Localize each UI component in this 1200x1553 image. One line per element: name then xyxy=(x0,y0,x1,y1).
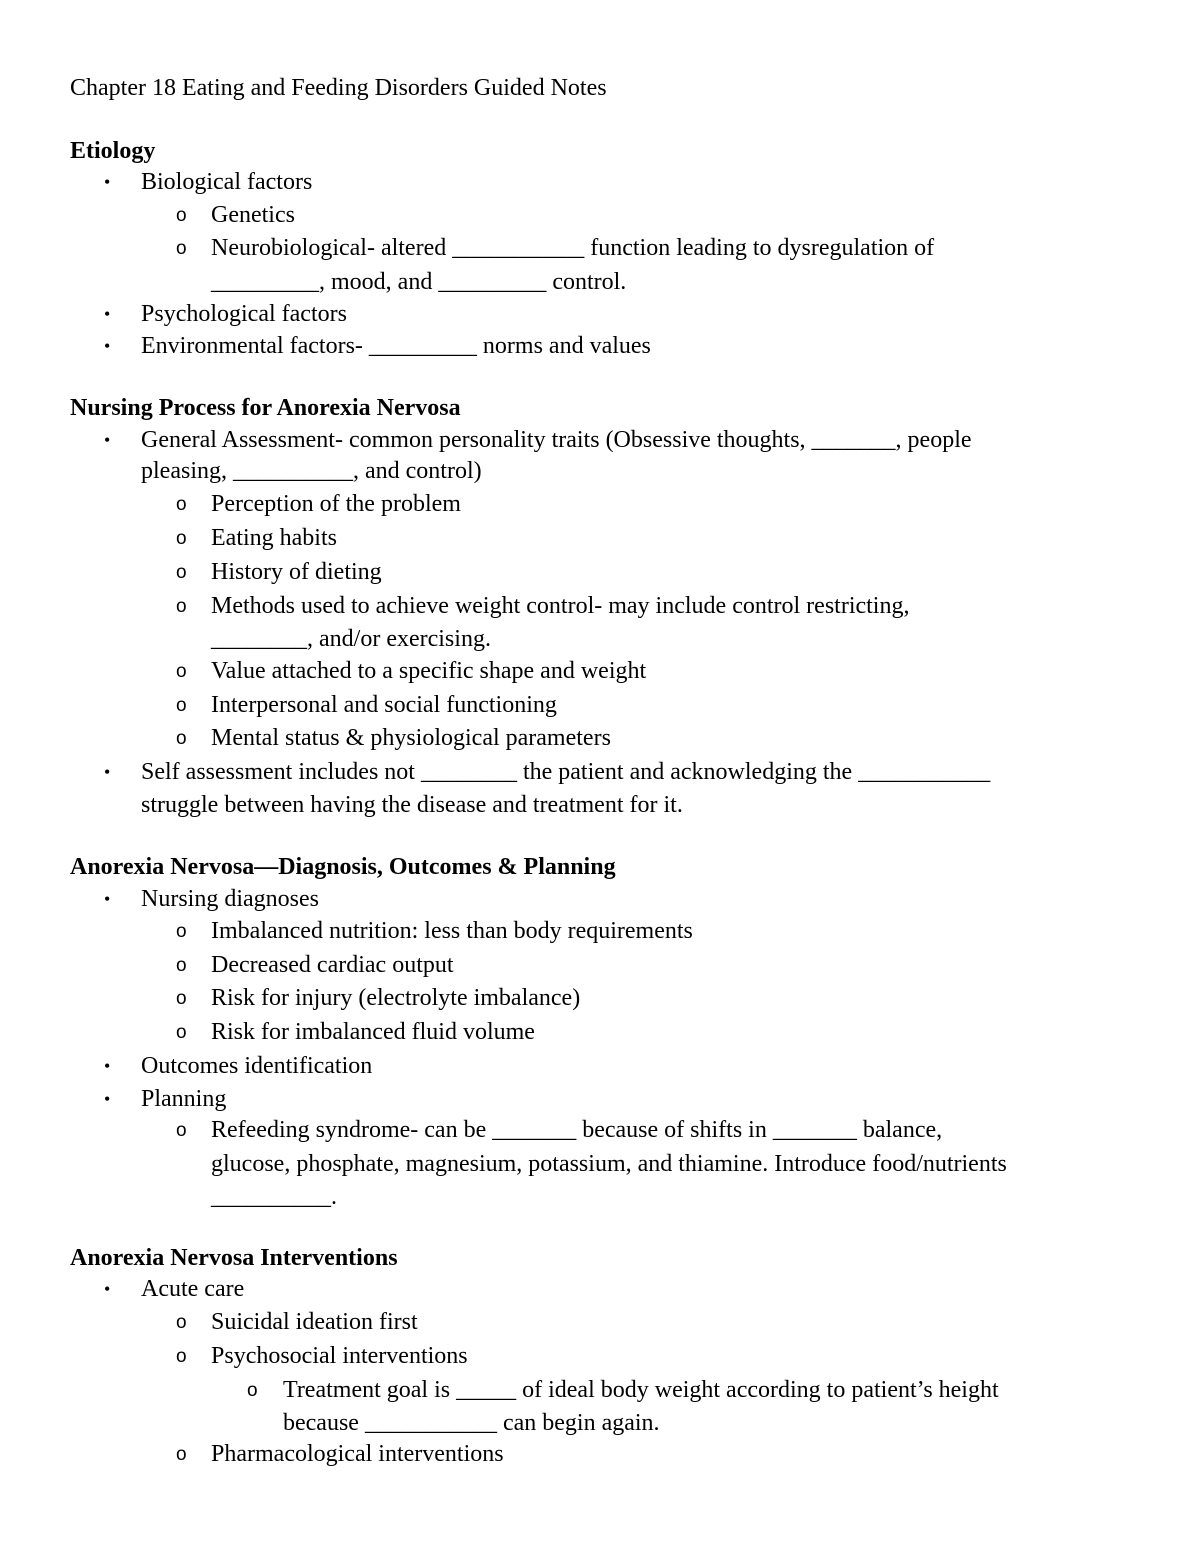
list-item: Mental status & physiological parameters xyxy=(211,725,611,751)
sub-bullet-marker: o xyxy=(247,1380,258,1401)
list-item: Perception of the problem xyxy=(211,491,461,517)
sub-bullet-marker: o xyxy=(176,1022,187,1043)
list-item: Acute care xyxy=(141,1276,245,1302)
sub-bullet-marker: o xyxy=(176,955,187,976)
bullet-marker: • xyxy=(104,1089,111,1109)
list-item: Biological factors xyxy=(141,169,313,195)
list-item: Psychological factors xyxy=(141,301,347,327)
list-item: History of dieting xyxy=(211,559,382,585)
list-item: Neurobiological- altered ___________ function leading to dysregulation of xyxy=(211,235,935,261)
list-item: General Assessment- common personality traits (Obsessive thoughts, _______, people xyxy=(141,427,972,453)
list-item: Imbalanced nutrition: less than body requirements xyxy=(211,918,693,944)
list-item: Treatment goal is _____ of ideal body weight according to patient’s height xyxy=(283,1377,999,1403)
bullet-marker: • xyxy=(104,889,111,909)
list-item-continuation: struggle between having the disease and treatment for it. xyxy=(141,792,683,818)
list-item: Suicidal ideation first xyxy=(211,1309,418,1335)
sub-bullet-marker: o xyxy=(176,1346,187,1367)
list-item: Planning xyxy=(141,1086,227,1112)
list-item: Genetics xyxy=(211,202,295,228)
sub-bullet-marker: o xyxy=(176,205,187,226)
sub-bullet-marker: o xyxy=(176,695,187,716)
sub-bullet-marker: o xyxy=(176,988,187,1009)
list-item: Outcomes identification xyxy=(141,1053,373,1079)
list-item: Methods used to achieve weight control- may include control restricting, xyxy=(211,593,910,619)
bullet-marker: • xyxy=(104,1056,111,1076)
list-item-continuation: ________, and/or exercising. xyxy=(211,626,491,652)
list-item: Risk for injury (electrolyte imbalance) xyxy=(211,985,581,1011)
list-item: Nursing diagnoses xyxy=(141,886,319,912)
sub-bullet-marker: o xyxy=(176,661,187,682)
sub-bullet-marker: o xyxy=(176,1120,187,1141)
sub-bullet-marker: o xyxy=(176,238,187,259)
list-item: Environmental factors- _________ norms and values xyxy=(141,333,651,359)
list-item-continuation: because ___________ can begin again. xyxy=(283,1410,660,1436)
list-item-continuation: _________, mood, and _________ control. xyxy=(211,269,627,295)
bullet-marker: • xyxy=(104,430,111,450)
bullet-marker: • xyxy=(104,304,111,324)
list-item: Risk for imbalanced fluid volume xyxy=(211,1019,535,1045)
bullet-marker: • xyxy=(104,1279,111,1299)
list-item-continuation: __________. xyxy=(211,1184,337,1210)
bullet-marker: • xyxy=(104,172,111,192)
sub-bullet-marker: o xyxy=(176,562,187,583)
list-item-continuation: glucose, phosphate, magnesium, potassium, and thiamine. Introduce food/nutrients xyxy=(211,1151,1007,1177)
sub-bullet-marker: o xyxy=(176,1444,187,1465)
list-item: Eating habits xyxy=(211,525,337,551)
list-item: Self assessment includes not ________ the patient and acknowledging the ___________ xyxy=(141,759,991,785)
sub-bullet-marker: o xyxy=(176,728,187,749)
list-item: Refeeding syndrome- can be _______ because of shifts in _______ balance, xyxy=(211,1117,943,1143)
list-item: Interpersonal and social functioning xyxy=(211,692,557,718)
list-item: Decreased cardiac output xyxy=(211,952,454,978)
section-heading-etiology: Etiology xyxy=(70,138,156,164)
list-item-continuation: pleasing, __________, and control) xyxy=(141,458,482,484)
document-title: Chapter 18 Eating and Feeding Disorders Guided Notes xyxy=(70,75,607,101)
sub-bullet-marker: o xyxy=(176,596,187,617)
section-heading-interventions: Anorexia Nervosa Interventions xyxy=(70,1245,398,1271)
sub-bullet-marker: o xyxy=(176,528,187,549)
list-item: Psychosocial interventions xyxy=(211,1343,468,1369)
sub-bullet-marker: o xyxy=(176,921,187,942)
bullet-marker: • xyxy=(104,336,111,356)
sub-bullet-marker: o xyxy=(176,494,187,515)
list-item: Value attached to a specific shape and weight xyxy=(211,658,647,684)
sub-bullet-marker: o xyxy=(176,1312,187,1333)
list-item: Pharmacological interventions xyxy=(211,1441,504,1467)
bullet-marker: • xyxy=(104,762,111,782)
section-heading-nursing-process: Nursing Process for Anorexia Nervosa xyxy=(70,395,461,421)
section-heading-diagnosis: Anorexia Nervosa—Diagnosis, Outcomes & Planning xyxy=(70,854,616,880)
